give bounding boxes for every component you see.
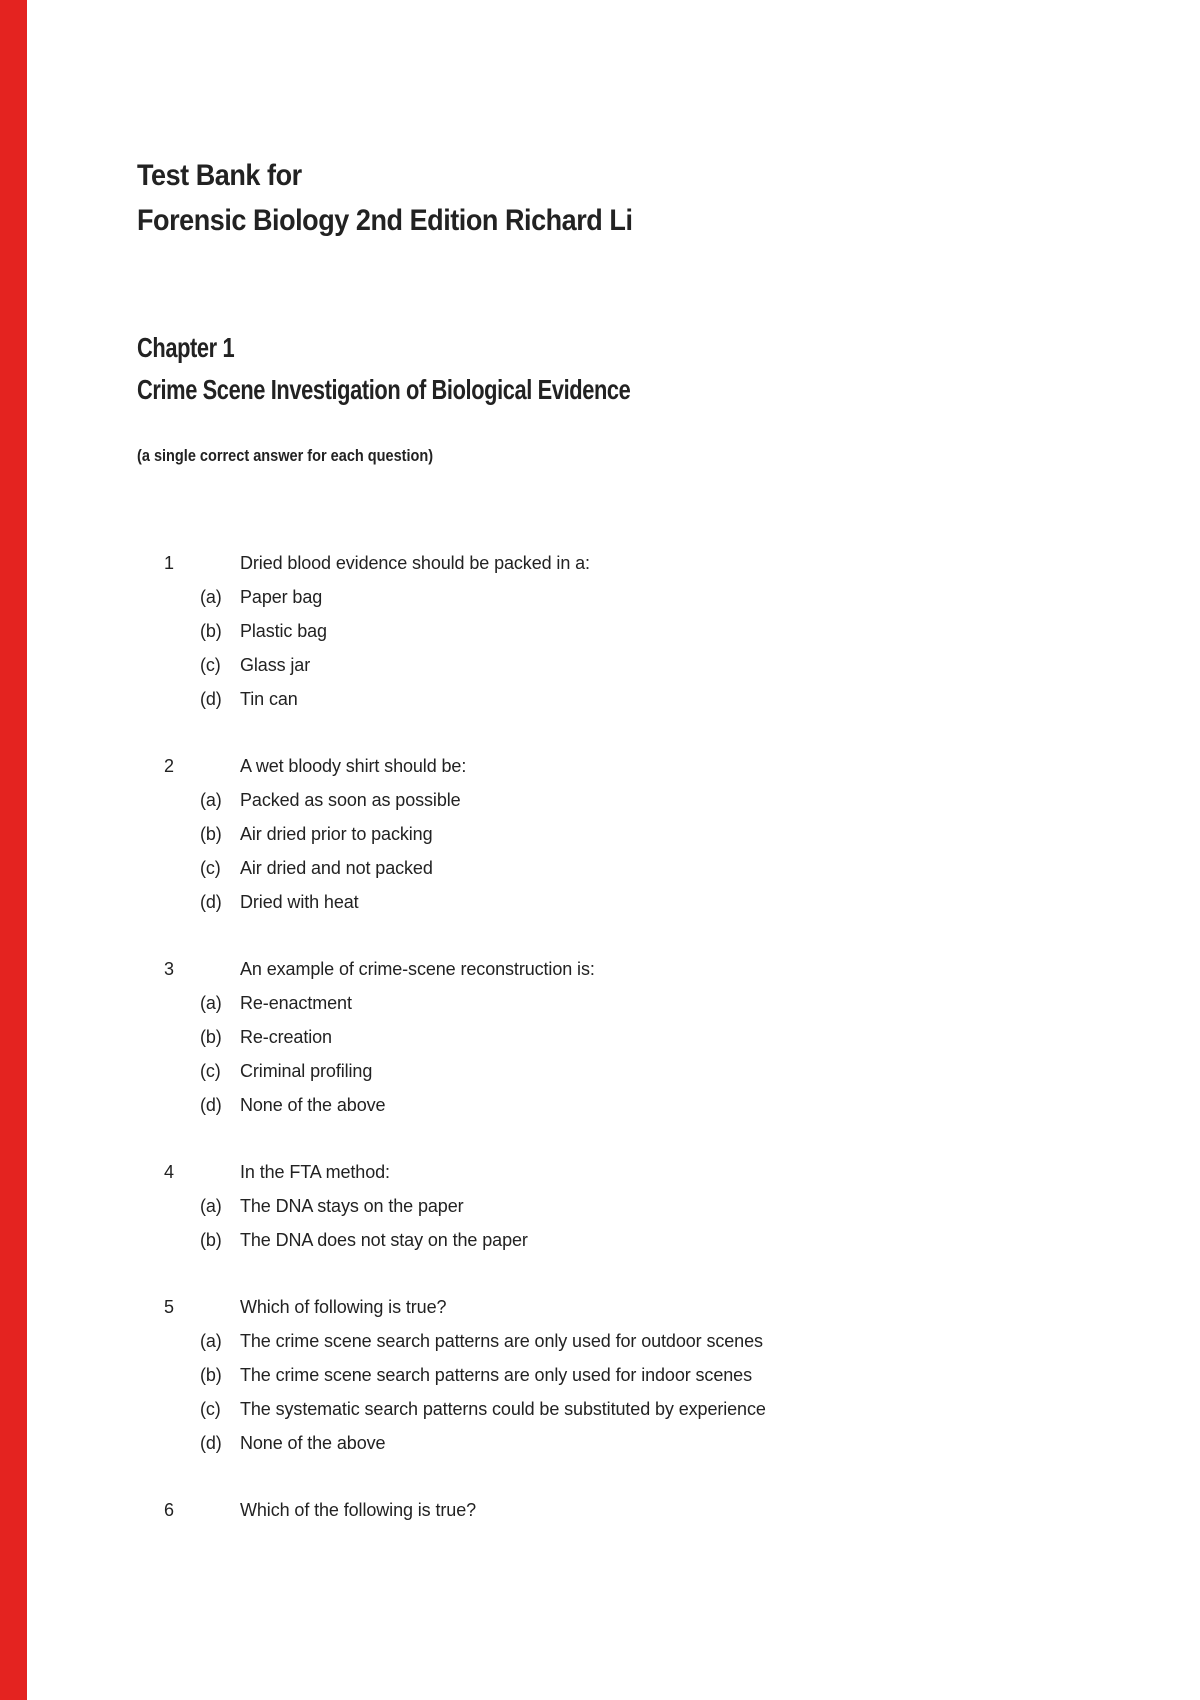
option-text: None of the above <box>240 1433 386 1453</box>
questions-list <box>0 546 1200 1560</box>
option-row <box>0 1358 1200 1392</box>
option-row <box>0 885 1200 919</box>
chapter-number: Chapter 1 <box>137 332 235 363</box>
option-label: (a) <box>200 1196 222 1216</box>
option-row <box>0 1426 1200 1460</box>
instruction-note: (a single correct answer for each question) <box>137 447 434 465</box>
option-row <box>0 783 1200 817</box>
option-text: None of the above <box>240 1095 386 1115</box>
option-label: (a) <box>200 790 222 810</box>
option-row <box>0 1223 1200 1257</box>
question-number: 3 <box>164 959 174 979</box>
option-text: Air dried prior to packing <box>240 824 433 844</box>
question-number: 4 <box>164 1162 174 1182</box>
option-text: Re-creation <box>240 1027 332 1047</box>
option-label: (a) <box>200 1331 222 1351</box>
option-row <box>0 1189 1200 1223</box>
option-row <box>0 1324 1200 1358</box>
option-row <box>0 851 1200 885</box>
document-title <box>137 153 632 243</box>
question-line <box>0 749 1200 783</box>
question-line <box>0 952 1200 986</box>
option-label: (c) <box>200 858 221 878</box>
question-block <box>0 952 1200 1122</box>
question-line <box>0 1493 1200 1527</box>
option-text: Plastic bag <box>240 621 327 641</box>
option-text: Air dried and not packed <box>240 858 433 878</box>
question-number: 1 <box>164 553 174 573</box>
document-title-line1: Test Bank for <box>137 159 302 192</box>
option-text: Tin can <box>240 689 298 709</box>
question-block <box>0 1155 1200 1257</box>
option-text: The crime scene search patterns are only used for indoor scenes <box>240 1365 752 1385</box>
question-line <box>0 546 1200 580</box>
question-line <box>0 1155 1200 1189</box>
option-row <box>0 1088 1200 1122</box>
question-text: Which of following is true? <box>240 1297 447 1317</box>
option-text: The systematic search patterns could be substituted by experience <box>240 1399 766 1419</box>
option-text: Packed as soon as possible <box>240 790 461 810</box>
question-number: 6 <box>164 1500 174 1520</box>
question-text: Which of the following is true? <box>240 1500 477 1520</box>
option-row <box>0 614 1200 648</box>
option-row <box>0 817 1200 851</box>
option-text: Criminal profiling <box>240 1061 373 1081</box>
question-text: A wet bloody shirt should be: <box>240 756 467 776</box>
question-block <box>0 546 1200 716</box>
question-number: 2 <box>164 756 174 776</box>
question-block <box>0 749 1200 919</box>
question-text: In the FTA method: <box>240 1162 390 1182</box>
option-text: The DNA does not stay on the paper <box>240 1230 528 1250</box>
option-row <box>0 986 1200 1020</box>
option-label: (d) <box>200 1095 222 1115</box>
option-label: (c) <box>200 655 221 675</box>
option-row <box>0 682 1200 716</box>
question-block <box>0 1290 1200 1460</box>
option-label: (b) <box>200 1365 222 1385</box>
question-text: Dried blood evidence should be packed in a: <box>240 553 590 573</box>
option-row <box>0 1054 1200 1088</box>
option-row <box>0 648 1200 682</box>
option-label: (c) <box>200 1399 221 1419</box>
option-row <box>0 580 1200 614</box>
option-text: Dried with heat <box>240 892 359 912</box>
option-text: The crime scene search patterns are only used for outdoor scenes <box>240 1331 763 1351</box>
option-label: (a) <box>200 993 222 1013</box>
chapter-title: Crime Scene Investigation of Biological Evidence <box>137 374 631 405</box>
option-text: Paper bag <box>240 587 323 607</box>
document-title-line2: Forensic Biology 2nd Edition Richard Li <box>137 204 633 237</box>
question-line <box>0 1290 1200 1324</box>
option-text: The DNA stays on the paper <box>240 1196 464 1216</box>
option-label: (a) <box>200 587 222 607</box>
option-label: (d) <box>200 1433 222 1453</box>
option-label: (b) <box>200 621 222 641</box>
option-label: (b) <box>200 1230 222 1250</box>
option-label: (d) <box>200 689 222 709</box>
question-text: An example of crime-scene reconstruction is: <box>240 959 595 979</box>
option-label: (d) <box>200 892 222 912</box>
option-text: Glass jar <box>240 655 311 675</box>
option-label: (c) <box>200 1061 221 1081</box>
option-row <box>0 1392 1200 1426</box>
chapter-heading <box>137 327 630 411</box>
question-block <box>0 1493 1200 1527</box>
option-row <box>0 1020 1200 1054</box>
question-number: 5 <box>164 1297 174 1317</box>
option-text: Re-enactment <box>240 993 352 1013</box>
option-label: (b) <box>200 1027 222 1047</box>
option-label: (b) <box>200 824 222 844</box>
